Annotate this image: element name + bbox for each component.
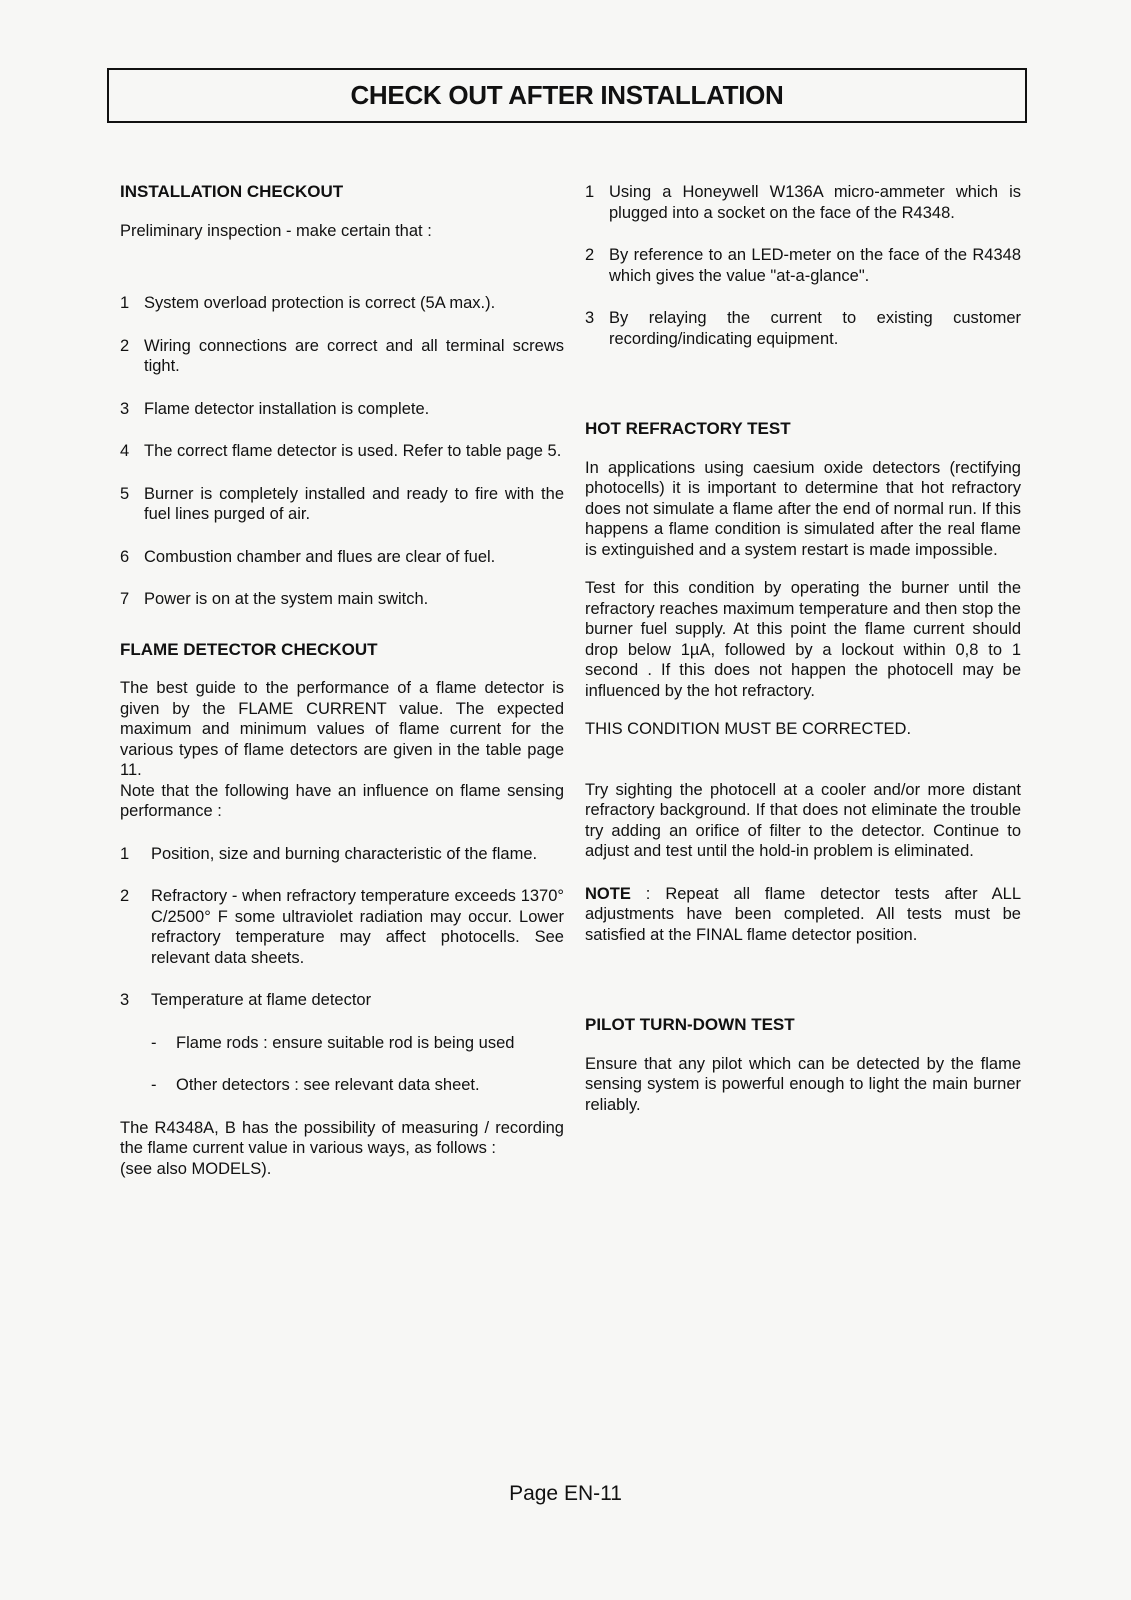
- flame-note-text: Note that the following have an influence on flame sensing performance :: [120, 781, 564, 820]
- checklist-item: 6 Combustion chamber and flues are clear of fuel.: [120, 547, 496, 566]
- installation-checkout-heading: INSTALLATION CHECKOUT: [120, 182, 344, 201]
- checklist-item: 5 Burner is completely installed and ready to fire with the fuel lines purged of air.: [120, 484, 564, 523]
- preliminary-text: Preliminary inspection - make certain that :: [120, 221, 432, 240]
- checklist-item: 7 Power is on at the system main switch.: [120, 590, 429, 608]
- hot-refractory-warning: THIS CONDITION MUST BE CORRECTED.: [585, 720, 912, 738]
- sub-item: - Other detectors : see relevant data sheet.: [151, 1076, 480, 1094]
- hot-refractory-paragraph-2: Test for this condition by operating the burner until the refractory reaches maximum temperature and then stop the burner fuel supply. At this point the flame current should drop below 1µA, followed by a lockout within 0,8 to 1 second . If this does not happen the photocell may be influenced by the hot refractory.: [585, 579, 1021, 700]
- closing-text: The R4348A, B has the possibility of measuring / recording the flame current value in various ways, as follows :: [120, 1118, 564, 1157]
- hot-refractory-heading: HOT REFRACTORY TEST: [585, 419, 791, 438]
- checklist-item: 3 Flame detector installation is complete.: [120, 399, 430, 418]
- sub-item: - Flame rods : ensure suitable rod is being used: [151, 1033, 515, 1052]
- flame-intro-text: The best guide to the performance of a flame detector is given by the FLAME CURRENT value. The expected maximum and minimum values of flame current for the various types of flame detectors are given in the table page 11.: [120, 679, 564, 779]
- pilot-turn-down-heading: PILOT TURN-DOWN TEST: [585, 1015, 795, 1034]
- hot-refractory-paragraph-3: Try sighting the photocell at a cooler and/or more distant refractory background. If that does not eliminate the trouble try adding an orifice of filter to the detector. Continue to adjust and test until the hold-in problem is eliminated.: [585, 780, 1021, 860]
- method-item: 3 By relaying the current to existing customer recording/indicating equipment.: [585, 309, 1021, 348]
- influence-item: 1 Position, size and burning characteristic of the flame.: [120, 844, 538, 863]
- pilot-turn-down-text: Ensure that any pilot which can be detected by the flame sensing system is powerful enough to light the main burner reliably.: [585, 1054, 1021, 1114]
- checklist-item: 1 System overload protection is correct (5A max.).: [120, 294, 496, 312]
- flame-detector-checkout-heading: FLAME DETECTOR CHECKOUT: [120, 639, 378, 659]
- influence-item: 3 Temperature at flame detector: [120, 991, 372, 1009]
- checklist-item: 2 Wiring connections are correct and all terminal screws tight.: [120, 336, 564, 375]
- right-column: [585, 182, 1021, 1115]
- note-label: NOTE: [585, 884, 631, 903]
- note-text: : Repeat all flame detector tests after ALL adjustments have been completed. All tests must be satisfied at the FINAL flame detector position.: [585, 884, 1021, 944]
- hot-refractory-paragraph-1: In applications using caesium oxide detectors (rectifying photocells) it is important to determine that hot refractory does not simulate a flame after the end of normal run. If this happens a flame condition is simulated after the real flame is extinguished and a system restart is made impossible.: [585, 458, 1021, 559]
- checklist-item: 4 The correct flame detector is used. Refer to table page 5.: [120, 442, 562, 460]
- note-paragraph: [585, 884, 1021, 946]
- influence-item: 2 Refractory - when refractory temperature exceeds 1370° C/2500° F some ultraviolet radiation may occur. Lower refractory temperature may affect photocells. See relevant data sheets.: [120, 887, 564, 967]
- method-item: 1 Using a Honeywell W136A micro-ammeter which is plugged into a socket on the face of the R4348.: [585, 183, 1021, 222]
- closing-reference: (see also MODELS).: [120, 1159, 272, 1178]
- title-box: [107, 68, 1027, 123]
- page-title: CHECK OUT AFTER INSTALLATION: [350, 80, 784, 110]
- left-column: [120, 182, 564, 1179]
- page-number: Page EN-11: [509, 1482, 622, 1505]
- method-item: 2 By reference to an LED-meter on the face of the R4348 which gives the value "at-a-glance".: [585, 246, 1021, 285]
